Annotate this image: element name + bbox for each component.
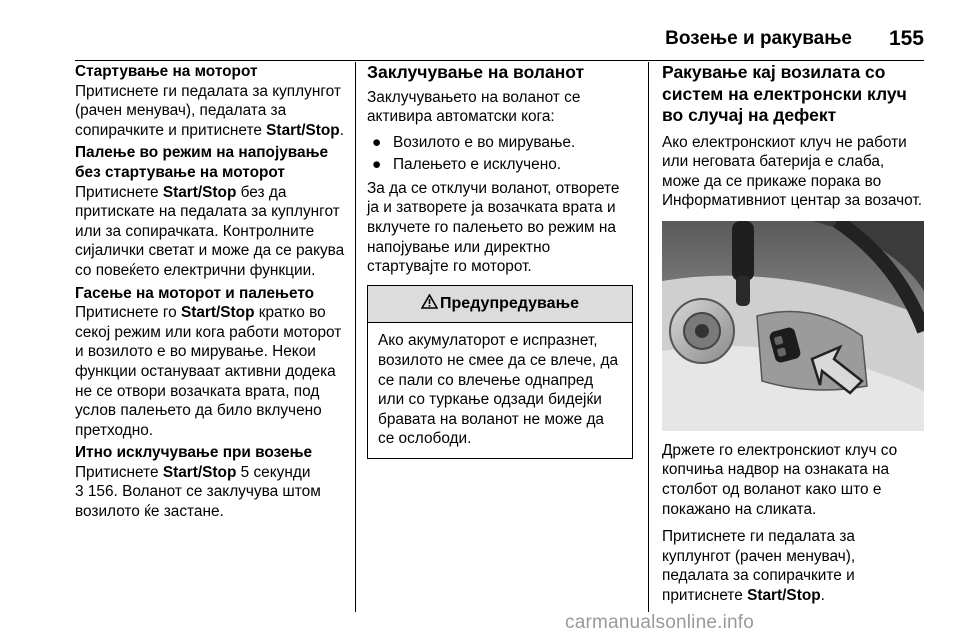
page-number: 155	[888, 27, 924, 50]
section-heading: Заклучување на воланот	[367, 62, 585, 82]
paragraph: Притиснете Start/Stop 5 секунди 3 156. Воланот се заклучува штом возилото ќе застане.	[75, 463, 321, 521]
key-label: Start/Stop	[266, 121, 340, 139]
warning-title: Предупредување	[440, 294, 579, 312]
key-label: Start/Stop	[747, 587, 821, 605]
section-heading: Стартување на моторот	[75, 63, 258, 80]
bullet-icon: ●	[372, 133, 382, 151]
watermark: carmanualsonline.info	[565, 612, 755, 633]
page-header	[75, 0, 924, 61]
paragraph: Притиснете Start/Stop без да притискате на педалата за куплунгот или за сопирачката. Контролните сијалички светат и може да се ракува со повеќето електрични функции.	[75, 183, 345, 279]
paragraph: Притиснете ги педалата за куплунгот (рачен менувач), педалата за сопирачките и притиснете Start/Stop.	[75, 82, 344, 139]
section-heading: Ракување кај возилата со систем на електронски клуч во случај на дефект	[662, 62, 907, 125]
paragraph: Притиснете го Start/Stop кратко во секој режим или кога работи моторот и возилото е во мирување. Некои функции остануваат активни додека не се отвори возачката врата, под услов палењето да било вклучено претходно.	[75, 304, 342, 439]
steering-column-photo	[662, 221, 924, 431]
list-item: ● Палењето е исклучено.	[372, 156, 562, 174]
section-heading: Итно исклучување при возење	[75, 444, 313, 462]
list-item: ● Возилото е во мирување.	[372, 133, 576, 151]
paragraph: За да се отклучи воланот, отворете ја и затворете ја возачката врата и вклучете го палењето во режим на напојување или директно стартувајте го моторот.	[367, 179, 620, 276]
section-heading: Палење во режим на напојување без стартување на моторот	[75, 144, 329, 181]
paragraph: Притиснете ги педалата за куплунгот (рачен менувач), педалата за сопирачките и притиснете Start/Stop.	[662, 528, 856, 605]
paragraph: Држете го електронскиот клуч со копчиња надвор на ознаката на столбот од воланот како што е покажано на сликата.	[662, 441, 898, 518]
paragraph: Ако електронскиот клуч не работи или неговата батерија е слаба, може да се прикаже порака во Информативниот центар за возачот.	[662, 133, 923, 210]
column-right	[662, 62, 924, 606]
column-divider	[355, 62, 356, 612]
key-label: Start/Stop	[180, 304, 255, 322]
warning-box	[367, 285, 633, 459]
warning-text: Ако акумулаторот е испразнет, возилото не смее да се влече, да се пали со влечење однапред или со туркање одзади бидејќи бравата на воланот не може да се ослободи.	[378, 332, 619, 448]
warning-triangle-icon	[421, 294, 438, 309]
column-divider	[648, 62, 649, 612]
key-label: Start/Stop	[162, 463, 237, 481]
paragraph: Заклучувањето на воланот се активира автоматски кога:	[367, 88, 581, 126]
column-left	[75, 62, 348, 522]
page-reference-link[interactable]: 3 156	[75, 483, 114, 501]
bullet-icon: ●	[372, 156, 382, 174]
warning-header	[368, 286, 632, 324]
bullet-list	[367, 133, 633, 175]
header-title: Возење и ракување	[665, 28, 852, 49]
section-heading: Гасење на моторот и палењето	[75, 284, 315, 302]
key-label: Start/Stop	[162, 183, 237, 201]
column-middle	[367, 62, 633, 459]
